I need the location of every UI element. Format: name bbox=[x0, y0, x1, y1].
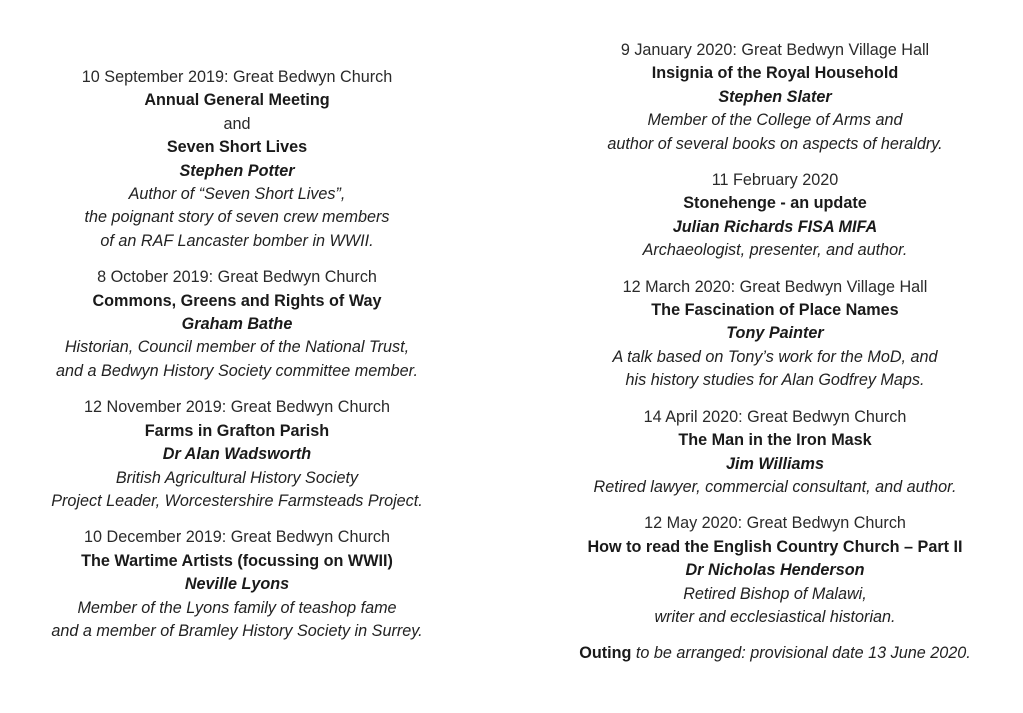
event-description: Member of the Lyons family of teashop fame bbox=[77, 598, 397, 617]
event-speaker: Dr Alan Wadsworth bbox=[162, 445, 312, 464]
left-column bbox=[0, 66, 474, 656]
event-description: Retired lawyer, commercial consultant, and author. bbox=[593, 477, 957, 496]
event-description: Historian, Council member of the National Trust, bbox=[64, 338, 410, 357]
event-description: Retired Bishop of Malawi, bbox=[683, 584, 867, 603]
event-description: the poignant story of seven crew members bbox=[84, 208, 390, 227]
event-description: A talk based on Tony’s work for the MoD, and bbox=[612, 347, 938, 366]
event-description: Project Leader, Worcestershire Farmsteads Project. bbox=[51, 491, 423, 510]
event-description: of an RAF Lancaster bomber in WWII. bbox=[100, 231, 374, 250]
right-column bbox=[545, 39, 1005, 666]
event-description: Author of “Seven Short Lives”, bbox=[128, 185, 346, 204]
event-date: 9 January 2020: Great Bedwyn Village Hall bbox=[620, 41, 930, 59]
event-title: The Fascination of Place Names bbox=[651, 301, 899, 320]
event-description: Member of the College of Arms and bbox=[647, 111, 903, 130]
event-title: The Wartime Artists (focussing on WWII) bbox=[81, 551, 393, 570]
event-connector: and bbox=[223, 114, 251, 133]
event-speaker: Stephen Slater bbox=[718, 87, 832, 106]
event-title-secondary: Seven Short Lives bbox=[166, 138, 308, 157]
event-dec-2019 bbox=[0, 526, 474, 643]
event-title: How to read the English Country Church – Part II bbox=[587, 537, 963, 556]
event-date: 12 May 2020: Great Bedwyn Church bbox=[644, 514, 906, 533]
event-speaker: Neville Lyons bbox=[184, 575, 290, 594]
event-date: 8 October 2019: Great Bedwyn Church bbox=[97, 268, 377, 287]
event-description: and a Bedwyn History Society committee member. bbox=[56, 361, 418, 380]
event-description: writer and ecclesiastical historian. bbox=[654, 607, 896, 626]
event-speaker: Jim Williams bbox=[726, 454, 824, 473]
event-date: 12 March 2020: Great Bedwyn Village Hall bbox=[622, 277, 928, 296]
event-mar-2020 bbox=[545, 276, 1005, 393]
event-description: and a member of Bramley History Society in Surrey. bbox=[51, 621, 423, 640]
event-date: 14 April 2020: Great Bedwyn Church bbox=[643, 407, 907, 426]
event-date: 10 December 2019: Great Bedwyn Church bbox=[84, 528, 390, 547]
event-speaker: Graham Bathe bbox=[181, 315, 293, 334]
event-oct-2019 bbox=[0, 266, 474, 383]
event-description: his history studies for Alan Godfrey Maps. bbox=[625, 371, 925, 390]
event-may-2020 bbox=[545, 512, 1005, 629]
event-jan-2020 bbox=[545, 39, 1005, 156]
event-title: Commons, Greens and Rights of Way bbox=[92, 291, 382, 310]
event-date: 10 September 2019: Great Bedwyn Church bbox=[81, 68, 393, 86]
event-title: Insignia of the Royal Household bbox=[651, 64, 899, 83]
event-apr-2020 bbox=[545, 406, 1005, 500]
event-speaker: Julian Richards FISA MIFA bbox=[672, 217, 878, 236]
event-feb-2020 bbox=[545, 169, 1005, 263]
event-speaker: Stephen Potter bbox=[179, 161, 295, 180]
event-title: Annual General Meeting bbox=[144, 91, 330, 110]
event-description: British Agricultural History Society bbox=[115, 468, 359, 487]
event-title: Farms in Grafton Parish bbox=[144, 421, 330, 440]
event-description: author of several books on aspects of heraldry. bbox=[607, 134, 943, 153]
event-sep-2019 bbox=[0, 66, 474, 253]
event-date: 11 February 2020 bbox=[711, 171, 839, 190]
event-speaker: Dr Nicholas Henderson bbox=[685, 561, 865, 580]
event-date: 12 November 2019: Great Bedwyn Church bbox=[84, 398, 390, 417]
event-title: Stonehenge - an update bbox=[683, 194, 867, 213]
event-speaker: Tony Painter bbox=[726, 324, 824, 343]
event-nov-2019 bbox=[0, 396, 474, 513]
outing-label: Outing bbox=[579, 644, 632, 663]
event-title: The Man in the Iron Mask bbox=[678, 431, 872, 450]
outing-text: to be arranged: provisional date 13 June 2020. bbox=[631, 644, 971, 663]
outing-note bbox=[545, 642, 1005, 665]
event-description: Archaeologist, presenter, and author. bbox=[642, 241, 908, 260]
